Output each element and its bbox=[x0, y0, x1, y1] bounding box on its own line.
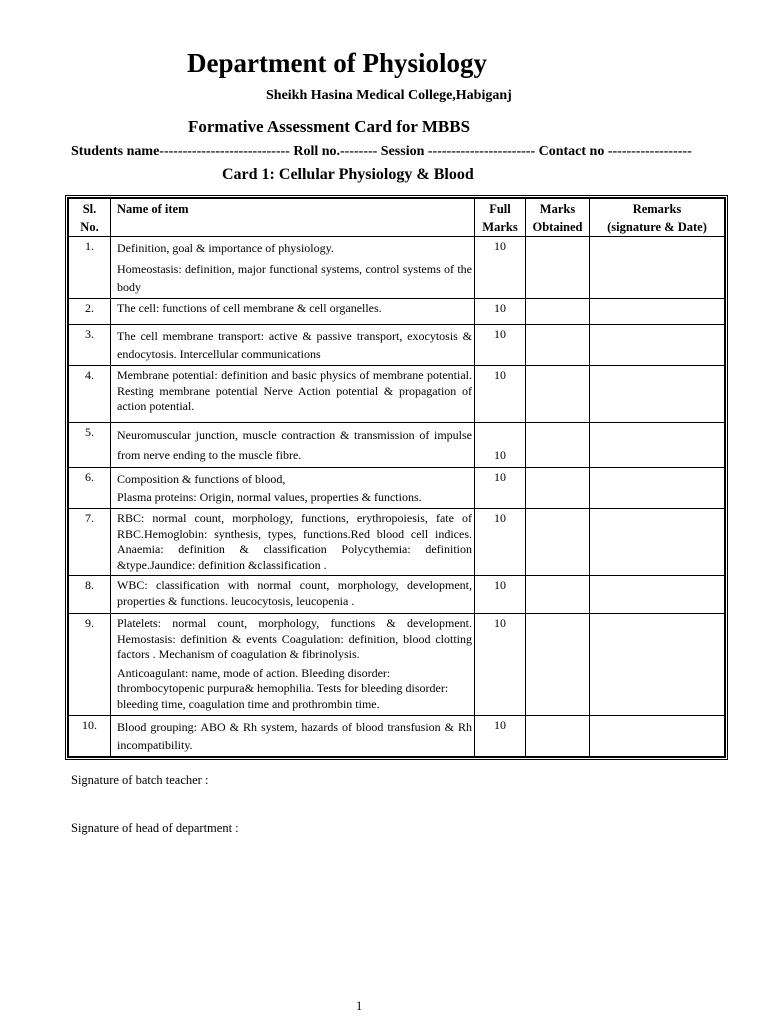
sl-cell: 2. bbox=[69, 299, 111, 325]
remarks-cell[interactable] bbox=[590, 237, 725, 299]
table-row bbox=[69, 614, 725, 716]
sl-cell: 6. bbox=[69, 468, 111, 509]
table-row bbox=[69, 299, 725, 325]
full-marks-cell: 10 bbox=[475, 237, 526, 299]
remarks-cell[interactable] bbox=[590, 716, 725, 757]
head-of-department-signature-label: Signature of head of department : bbox=[71, 821, 239, 835]
header-sl-no: Sl. No. bbox=[69, 199, 111, 237]
page-number: 1 bbox=[356, 999, 363, 1013]
table-row bbox=[69, 468, 725, 509]
full-marks-cell: 10 bbox=[475, 509, 526, 576]
table-row bbox=[69, 423, 725, 468]
marks-obtained-cell[interactable] bbox=[526, 423, 590, 468]
marks-obtained-cell[interactable] bbox=[526, 468, 590, 509]
item-cell: WBC: classification with normal count, morphology, development, properties & functions. leucocytosis, leucopenia . bbox=[111, 576, 475, 614]
assessment-table bbox=[65, 195, 728, 760]
sl-cell: 7. bbox=[69, 509, 111, 576]
sl-cell: 5. bbox=[69, 423, 111, 468]
item-cell: The cell membrane transport: active & passive transport, exocytosis & endocytosis. Intercellular communications bbox=[111, 325, 475, 366]
header-marks-obtained: Marks Obtained bbox=[526, 199, 590, 237]
remarks-cell[interactable] bbox=[590, 468, 725, 509]
full-marks-cell: 10 bbox=[475, 325, 526, 366]
item-cell: Definition, goal & importance of physiology. Homeostasis: definition, major functional systems, control systems of the body bbox=[111, 237, 475, 299]
table-row bbox=[69, 716, 725, 757]
sl-cell: 8. bbox=[69, 576, 111, 614]
item-cell: Blood grouping: ABO & Rh system, hazards of blood transfusion & Rh incompatibility. bbox=[111, 716, 475, 757]
card-title: Card 1: Cellular Physiology & Blood bbox=[222, 166, 474, 183]
marks-obtained-cell[interactable] bbox=[526, 299, 590, 325]
remarks-cell[interactable] bbox=[590, 423, 725, 468]
full-marks-cell: 10 bbox=[475, 366, 526, 423]
header-full-marks: Full Marks bbox=[475, 199, 526, 237]
sl-cell: 9. bbox=[69, 614, 111, 716]
marks-obtained-cell[interactable] bbox=[526, 614, 590, 716]
sl-cell: 3. bbox=[69, 325, 111, 366]
marks-obtained-cell[interactable] bbox=[526, 576, 590, 614]
header-name-of-item: Name of item bbox=[111, 199, 475, 237]
marks-obtained-cell[interactable] bbox=[526, 366, 590, 423]
full-marks-cell: 10 bbox=[475, 423, 526, 468]
item-cell: RBC: normal count, morphology, functions, erythropoiesis, fate of RBC.Hemoglobin: synthesis, types, functions.Red blood cell indices. Anaemia: definition & classification Polycythemia: definition &type.Jaundice: definition &classification . bbox=[111, 509, 475, 576]
item-cell: Platelets: normal count, morphology, functions & development. Hemostasis: definition & events Coagulation: definition, blood clotting factors . Mechanism of coagulation & fibrinolysis. Anticoagulant: name, mode of action. Bleeding disorder: thrombocytopenic purpura& hemophilia. Tests for bleeding disorder: bleeding time, coagulation time and prothrombin time. bbox=[111, 614, 475, 716]
remarks-cell[interactable] bbox=[590, 576, 725, 614]
table-row bbox=[69, 366, 725, 423]
sl-cell: 1. bbox=[69, 237, 111, 299]
remarks-cell[interactable] bbox=[590, 614, 725, 716]
remarks-cell[interactable] bbox=[590, 325, 725, 366]
college-name: Sheikh Hasina Medical College,Habiganj bbox=[266, 88, 512, 103]
table-row bbox=[69, 509, 725, 576]
full-marks-cell: 10 bbox=[475, 468, 526, 509]
table-row bbox=[69, 237, 725, 299]
department-title: Department of Physiology bbox=[187, 48, 487, 78]
item-cell: Membrane potential: definition and basic physics of membrane potential. Resting membrane potential Nerve Action potential & propagation of action potential. bbox=[111, 366, 475, 423]
table-header-row bbox=[69, 199, 725, 237]
full-marks-cell: 10 bbox=[475, 614, 526, 716]
marks-obtained-cell[interactable] bbox=[526, 716, 590, 757]
header-remarks: Remarks (signature & Date) bbox=[590, 199, 725, 237]
sl-cell: 10. bbox=[69, 716, 111, 757]
full-marks-cell: 10 bbox=[475, 299, 526, 325]
full-marks-cell: 10 bbox=[475, 576, 526, 614]
student-info-line: Students name---------------------------- Roll no.-------- Session ----------------------- Contact no ------------------ bbox=[71, 144, 692, 159]
item-cell: Neuromuscular junction, muscle contraction & transmission of impulse from nerve ending to the muscle fibre. bbox=[111, 423, 475, 468]
marks-obtained-cell[interactable] bbox=[526, 237, 590, 299]
table-row bbox=[69, 325, 725, 366]
item-cell: The cell: functions of cell membrane & cell organelles. bbox=[111, 299, 475, 325]
remarks-cell[interactable] bbox=[590, 366, 725, 423]
card-heading: Formative Assessment Card for MBBS bbox=[188, 117, 471, 136]
item-cell: Composition & functions of blood, Plasma proteins: Origin, normal values, properties & functions. bbox=[111, 468, 475, 509]
remarks-cell[interactable] bbox=[590, 299, 725, 325]
marks-obtained-cell[interactable] bbox=[526, 325, 590, 366]
sl-cell: 4. bbox=[69, 366, 111, 423]
marks-obtained-cell[interactable] bbox=[526, 509, 590, 576]
remarks-cell[interactable] bbox=[590, 509, 725, 576]
table-row bbox=[69, 576, 725, 614]
full-marks-cell: 10 bbox=[475, 716, 526, 757]
batch-teacher-signature-label: Signature of batch teacher : bbox=[71, 773, 209, 787]
